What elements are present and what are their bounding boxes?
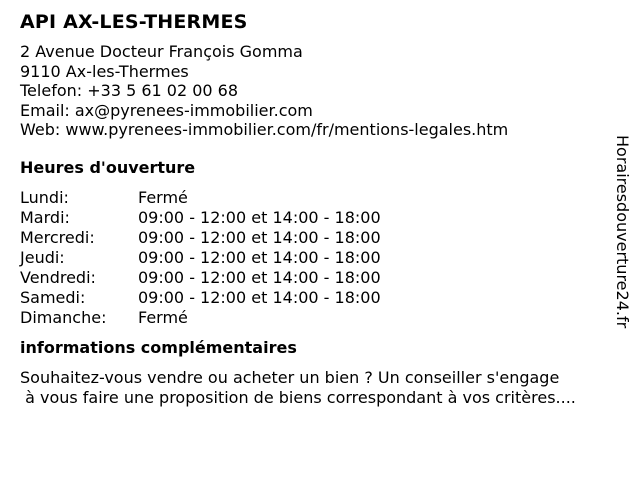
address-city: 9110 Ax-les-Thermes bbox=[20, 61, 189, 81]
info-text-line-2: à vous faire une proposition de biens correspondant à vos critères.... bbox=[20, 387, 576, 407]
hours-time: 09:00 - 12:00 et 14:00 - 18:00 bbox=[138, 207, 381, 227]
hours-day: Jeudi: bbox=[20, 247, 65, 267]
hours-day: Mercredi: bbox=[20, 227, 95, 247]
hours-day: Dimanche: bbox=[20, 307, 107, 327]
hours-row bbox=[20, 208, 381, 228]
business-name: API AX-LES-THERMES bbox=[20, 11, 248, 33]
hours-day: Lundi: bbox=[20, 187, 69, 207]
hours-time: 09:00 - 12:00 et 14:00 - 18:00 bbox=[138, 267, 381, 287]
phone-line: Telefon: +33 5 61 02 00 68 bbox=[20, 81, 239, 100]
hours-time: 09:00 - 12:00 et 14:00 - 18:00 bbox=[138, 247, 381, 267]
hours-row bbox=[20, 188, 381, 208]
hours-time: Fermé bbox=[138, 187, 188, 207]
web-line: Web: www.pyrenees-immobilier.com/fr/mentions-legales.htm bbox=[20, 120, 509, 139]
hours-time: 09:00 - 12:00 et 14:00 - 18:00 bbox=[138, 287, 381, 307]
hours-row bbox=[20, 308, 381, 328]
hours-time: 09:00 - 12:00 et 14:00 - 18:00 bbox=[138, 227, 381, 247]
business-card bbox=[20, 10, 610, 408]
hours-day: Vendredi: bbox=[20, 267, 96, 287]
hours-row bbox=[20, 268, 381, 288]
hours-day: Mardi: bbox=[20, 207, 70, 227]
hours-row bbox=[20, 288, 381, 308]
hours-row bbox=[20, 248, 381, 268]
info-heading: informations complémentaires bbox=[20, 337, 297, 357]
hours-row bbox=[20, 228, 381, 248]
hours-day: Samedi: bbox=[20, 287, 86, 307]
address-street: 2 Avenue Docteur François Gomma bbox=[20, 42, 303, 61]
email-line: Email: ax@pyrenees-immobilier.com bbox=[20, 100, 313, 120]
hours-heading: Heures d'ouverture bbox=[20, 157, 196, 177]
info-text-line-1: Souhaitez-vous vendre ou acheter un bien ? Un conseiller s'engage bbox=[20, 367, 560, 387]
hours-time: Fermé bbox=[138, 307, 188, 327]
hours-table bbox=[20, 188, 381, 328]
site-watermark: Horairesdouverture24.fr bbox=[613, 135, 632, 329]
